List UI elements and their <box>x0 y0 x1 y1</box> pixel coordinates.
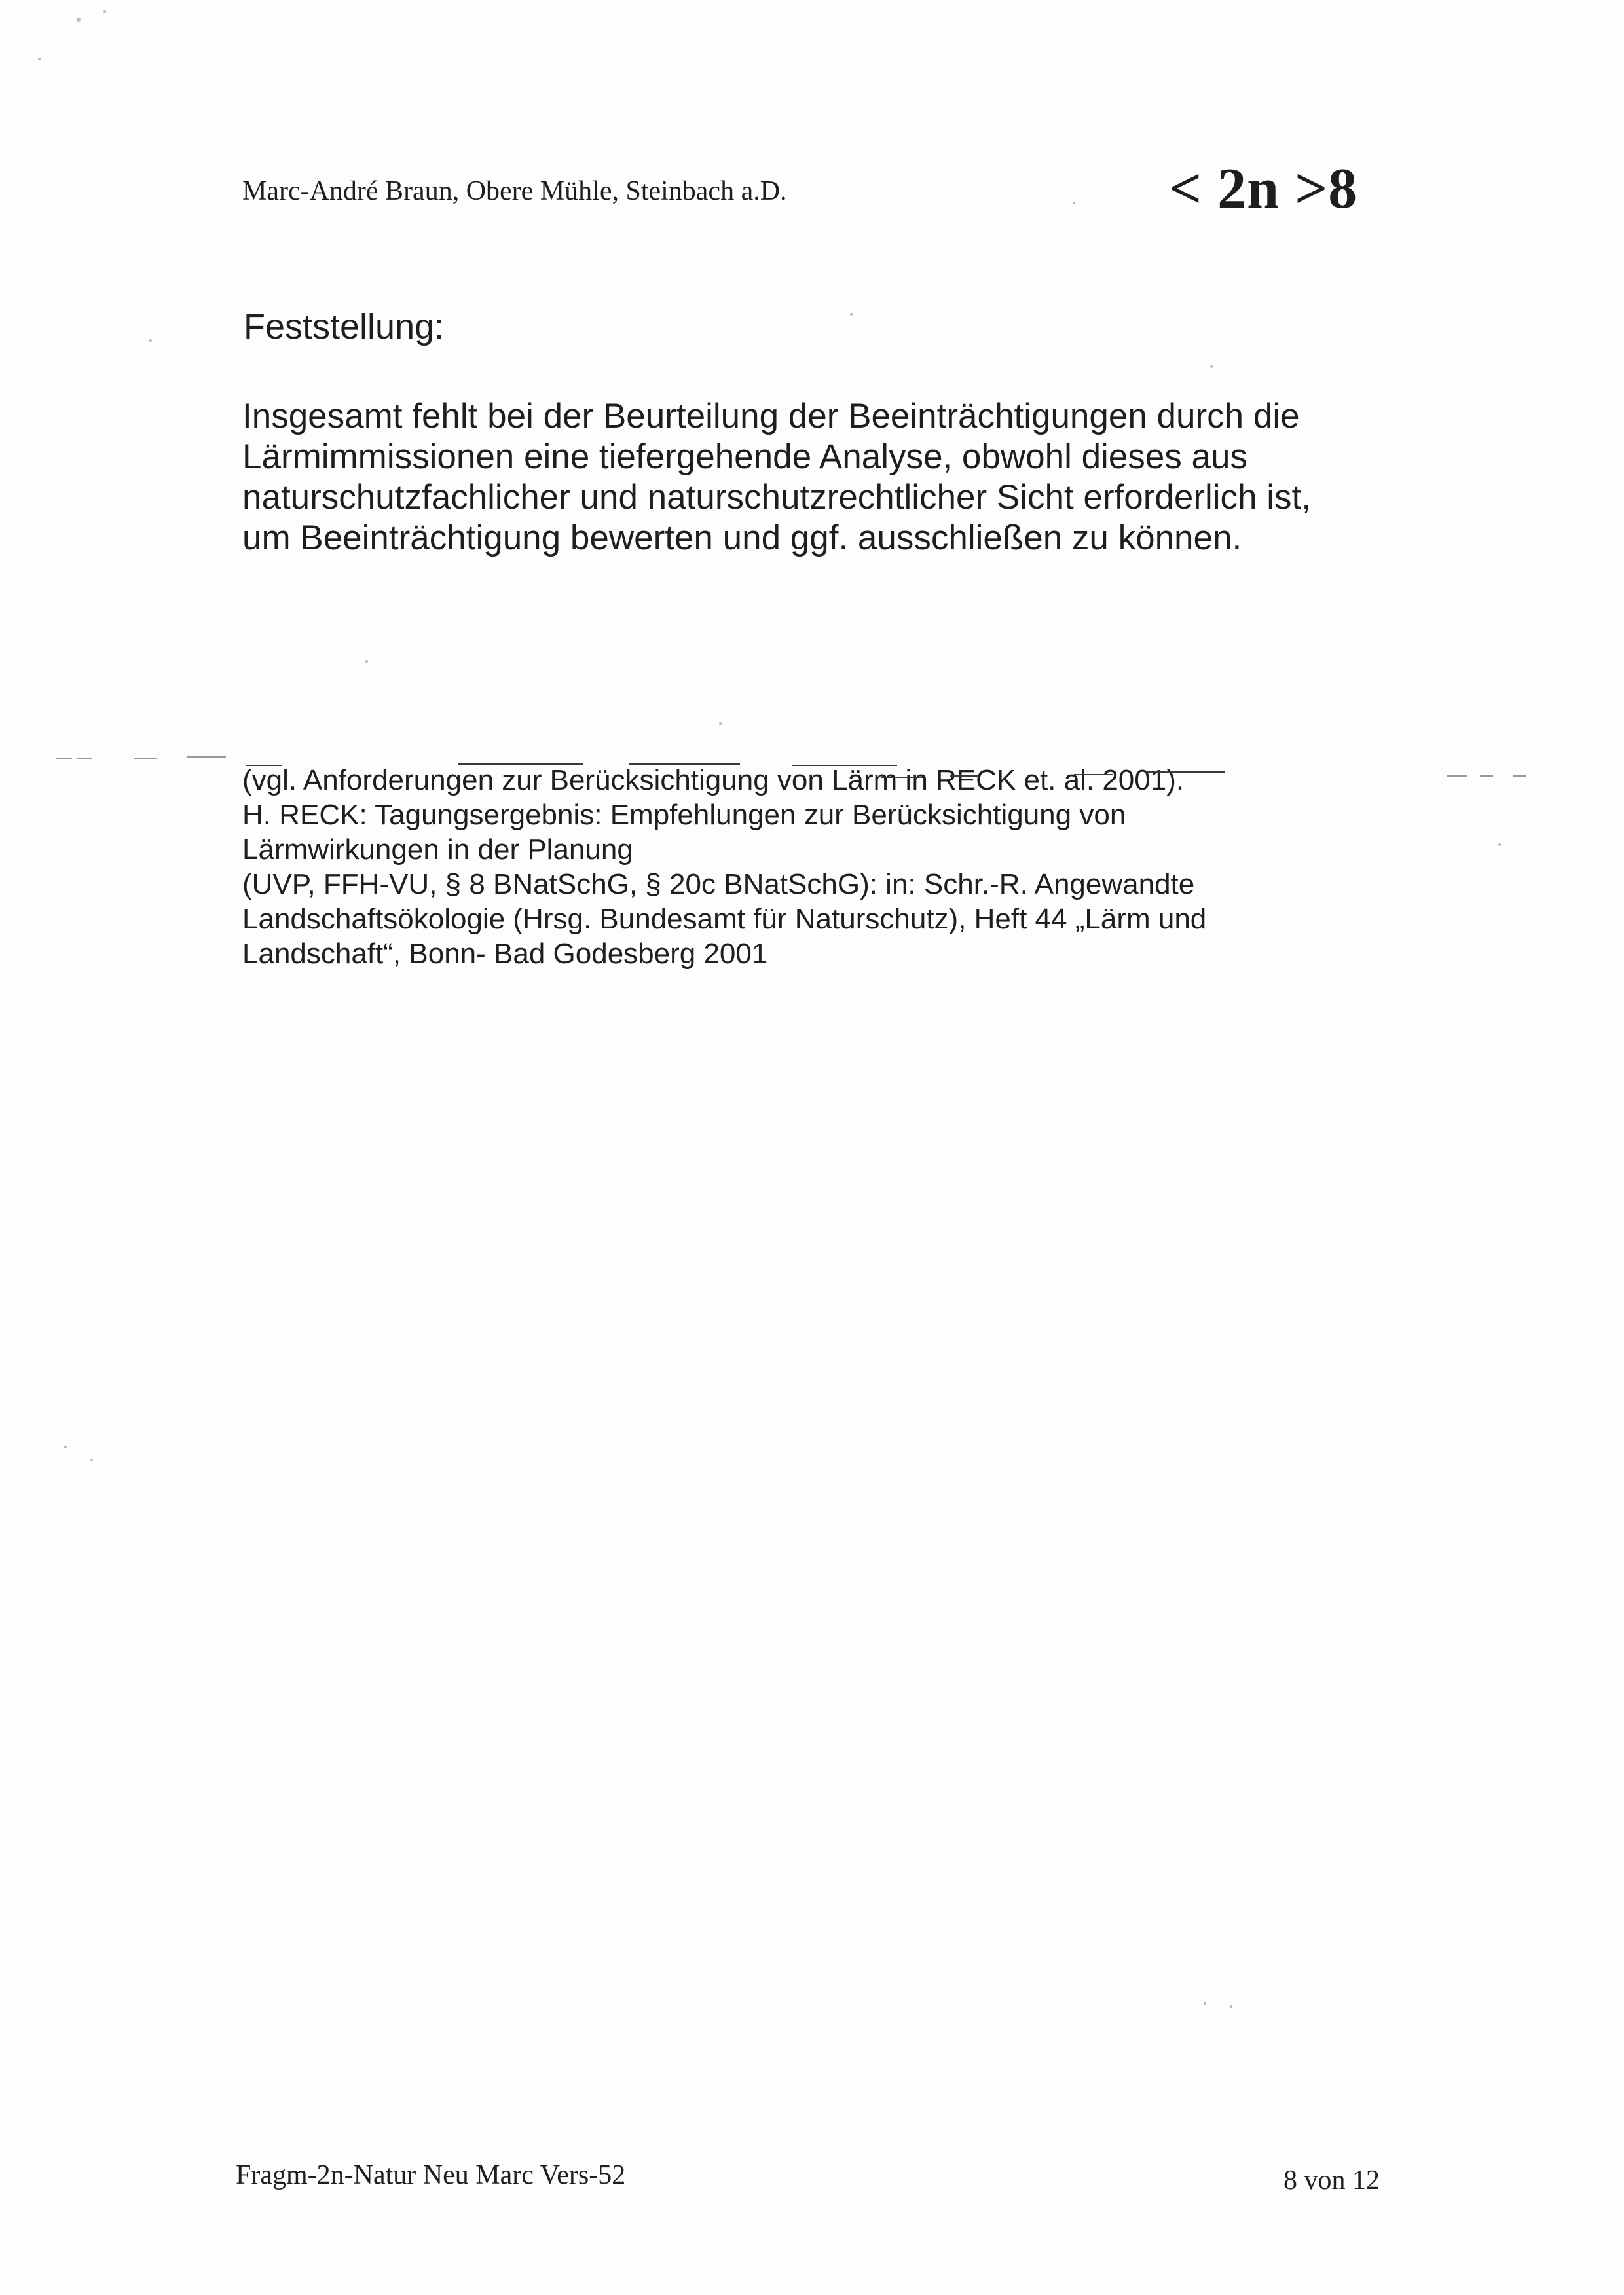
reference-block <box>242 763 1356 971</box>
reference-line: Lärmwirkungen in der Planung <box>242 834 633 866</box>
paragraph-line: Lärmimmissionen eine tiefergehende Analyse, obwohl dieses aus <box>242 437 1247 476</box>
main-paragraph <box>242 396 1414 559</box>
footer-document-name: Fragm-2n-Natur Neu Marc Vers-52 <box>236 2160 626 2190</box>
paragraph-line: um Beeinträchtigung bewerten und ggf. ausschließen zu können. <box>242 519 1242 557</box>
reference-line: H. RECK: Tagungsergebnis: Empfehlungen zur Berücksichtigung von <box>242 799 1126 831</box>
reference-line: Landschaftsökologie (Hrsg. Bundesamt für Naturschutz), Heft 44 „Lärm und <box>242 903 1207 935</box>
footer-page-indicator: 8 von 12 <box>1283 2165 1380 2195</box>
reference-line: (UVP, FFH-VU, § 8 BNatSchG, § 20c BNatSchG): in: Schr.-R. Angewandte <box>242 868 1195 900</box>
paragraph-line: naturschutzfachlicher und naturschutzrechtlicher Sicht erforderlich ist, <box>242 478 1311 517</box>
reference-line-text: (vgl. Anforderungen zur Berücksichtigung von Lärm in RECK et. al. 2001). <box>242 764 1185 796</box>
section-heading: Feststellung: <box>244 307 445 346</box>
reference-line: Landschaft“, Bonn- Bad Godesberg 2001 <box>242 938 768 970</box>
document-code: < 2n >8 <box>1169 157 1358 221</box>
reference-line <box>242 763 1356 798</box>
paragraph-line: Insgesamt fehlt bei der Beurteilung der Beeinträchtigungen durch die <box>242 397 1300 435</box>
header-author: Marc-André Braun, Obere Mühle, Steinbach a.D. <box>242 176 787 206</box>
